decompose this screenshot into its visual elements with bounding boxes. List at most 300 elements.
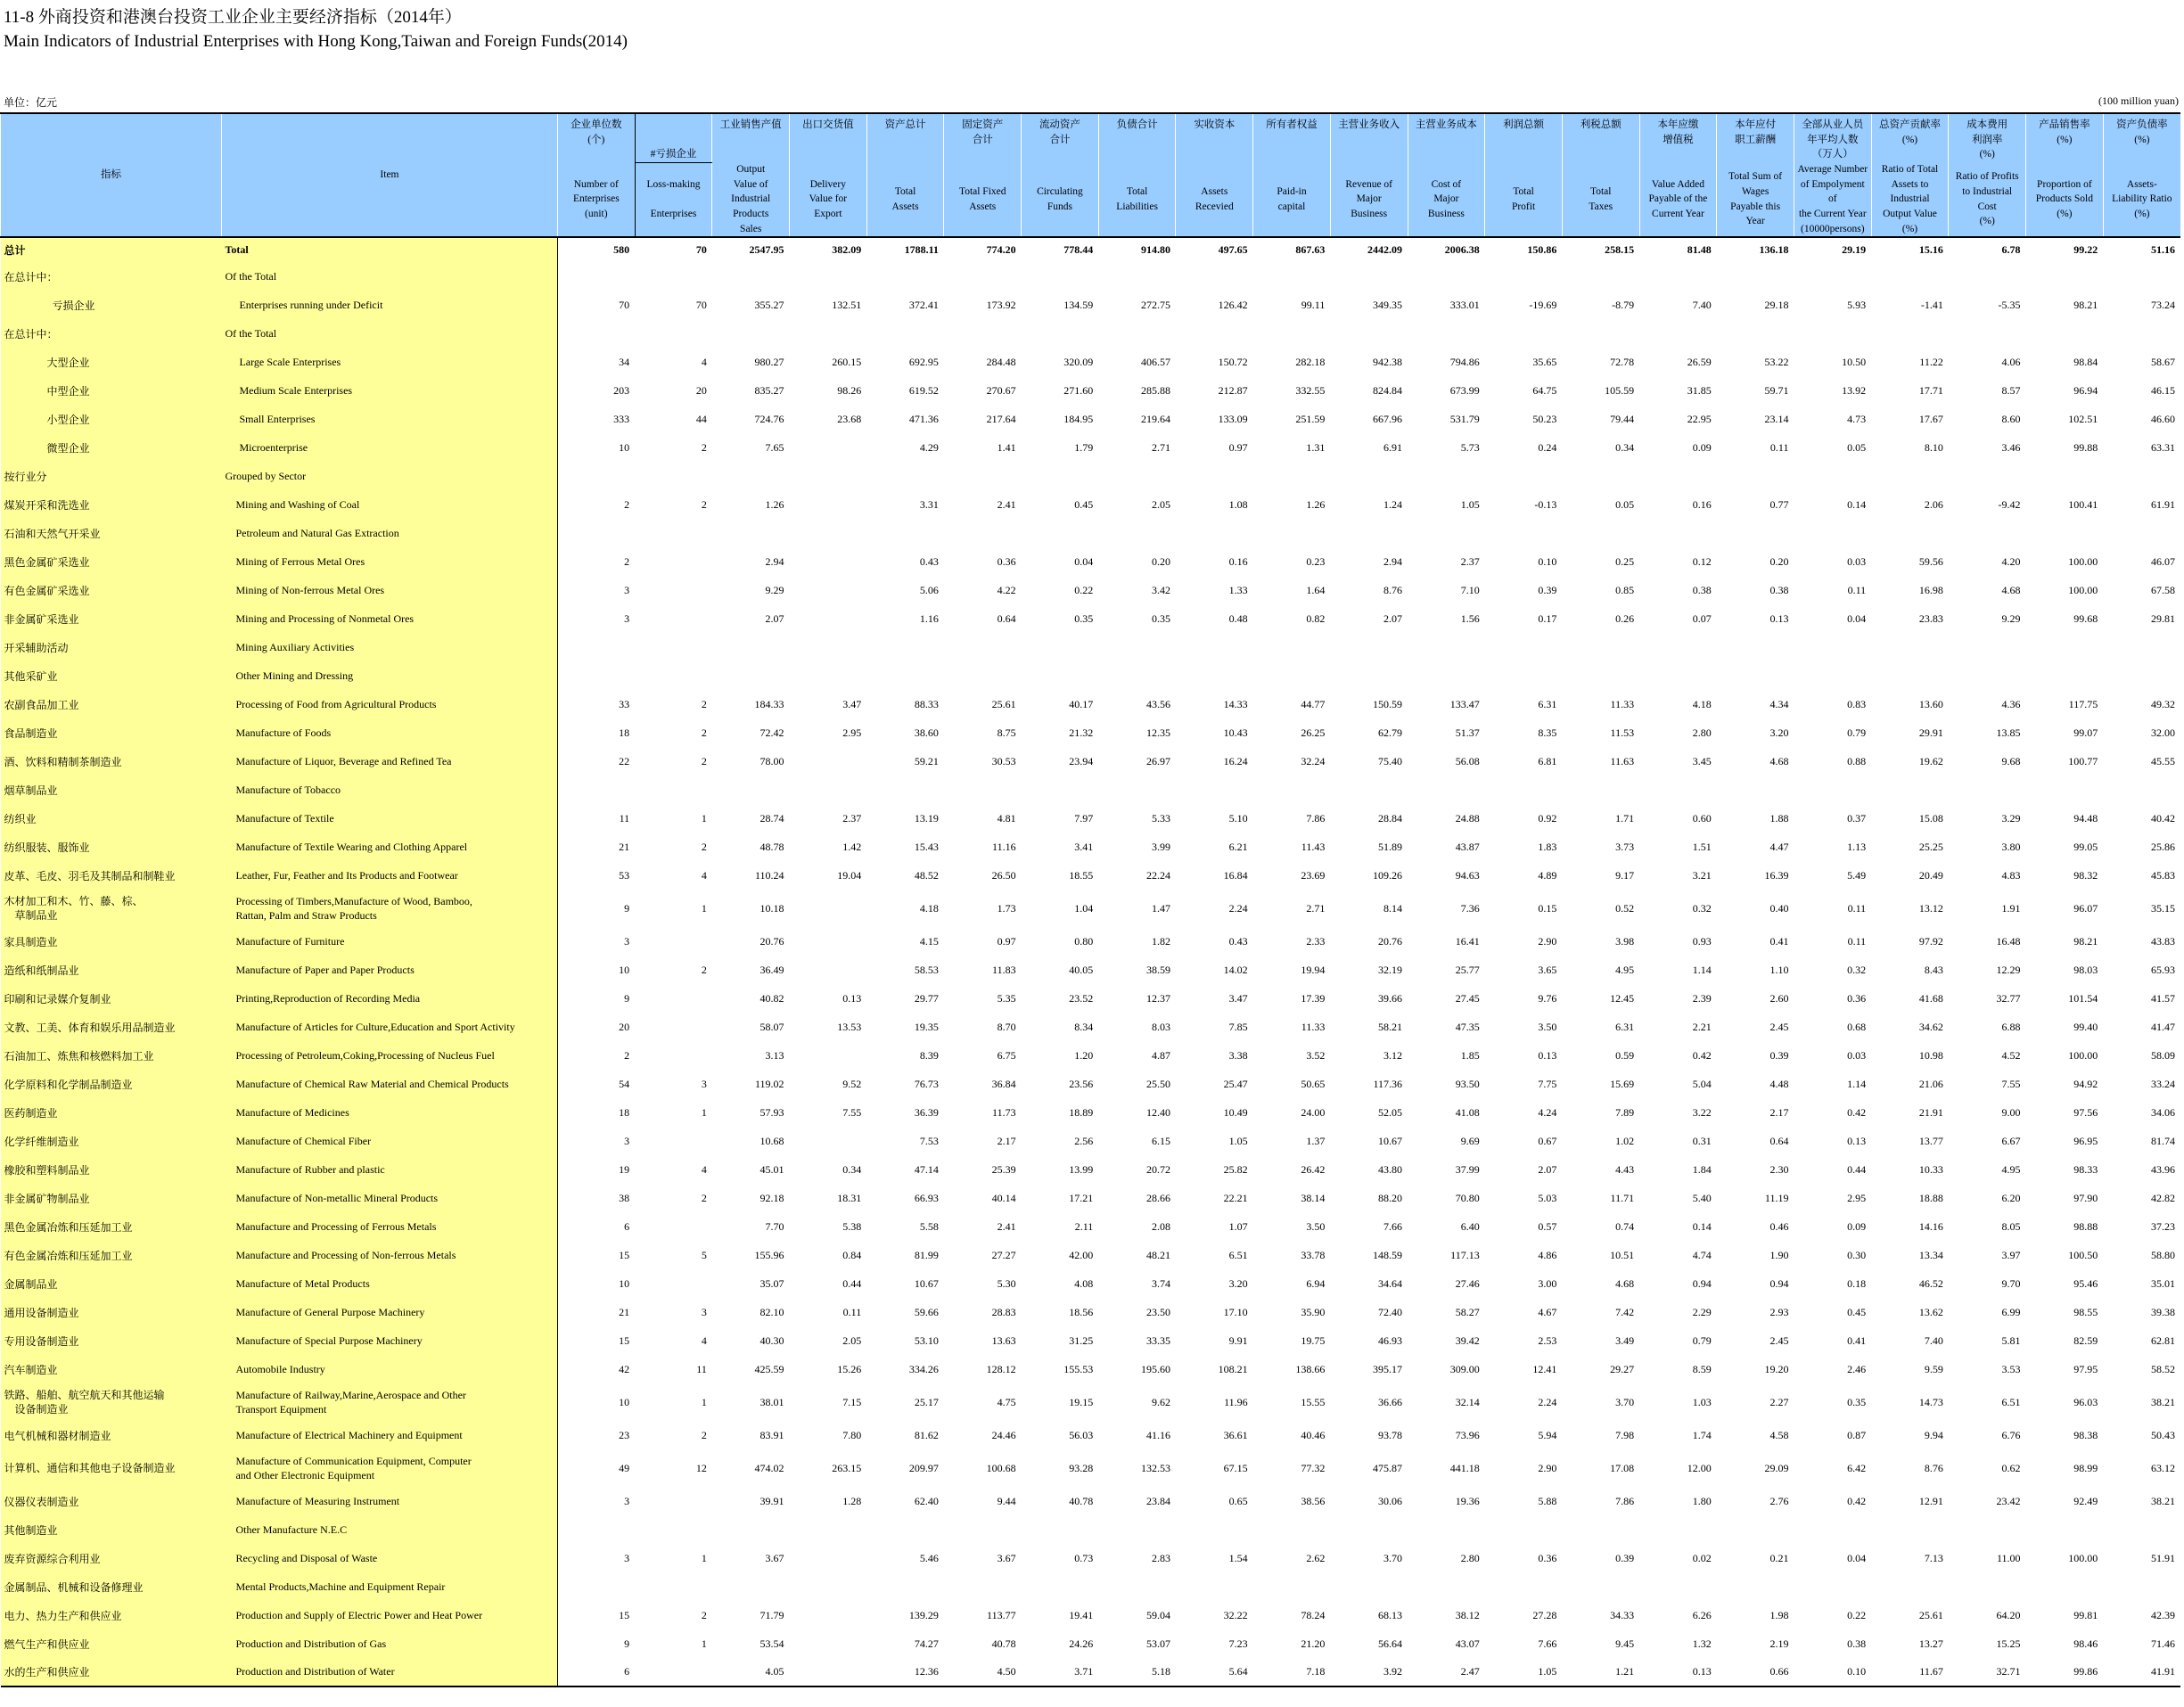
table-cell: 7.86 (1306, 811, 1326, 825)
table-cell: 38.59 (1145, 963, 1170, 976)
table-cell: 0.66 (1717, 1658, 1794, 1686)
row-label-zh (1, 1449, 222, 1487)
table-cell (1330, 661, 1408, 690)
table-cell: 100.00 (2068, 1048, 2098, 1062)
table-cell: 35.15 (2151, 901, 2175, 915)
table-cell (1485, 1515, 1563, 1544)
table-cell: 73.96 (1455, 1428, 1480, 1441)
table-cell: 77.32 (1301, 1461, 1326, 1474)
page-title-en: Main Indicators of Industrial Enterprises with Hong Kong,Taiwan and Foreign Funds(2014) (4, 32, 628, 51)
table-cell: 13.63 (991, 1334, 1016, 1347)
table-cell: 778.44 (1063, 243, 1094, 257)
table-cell (1794, 519, 1871, 547)
row-label-zh (1, 262, 222, 291)
header-col-zh: 本年应付 职工薪酬 (1717, 113, 1794, 162)
row-label-zh-text: 家具制造业 (4, 935, 58, 948)
table-cell: 6.31 (1615, 1020, 1635, 1033)
table-cell: -8.79 (1612, 298, 1635, 311)
table-cell: 272.75 (1140, 298, 1170, 311)
row-label-zh (1, 1212, 222, 1241)
table-cell: 2.46 (1847, 1362, 1867, 1375)
table-cell: 0.10 (1794, 1658, 1871, 1686)
table-row (1, 1658, 2181, 1686)
table-cell: 50.65 (1301, 1077, 1326, 1090)
table-cell: 93.28 (1069, 1461, 1094, 1474)
table-row (1, 1269, 2181, 1298)
table-cell: 7.98 (1615, 1428, 1635, 1441)
table-cell: 21.06 (1918, 1077, 1943, 1090)
table-cell: 15.16 (1918, 243, 1943, 257)
table-cell: 138.66 (1295, 1362, 1326, 1375)
table-cell: 19 (619, 1162, 630, 1176)
table-cell: 48.52 (914, 868, 939, 882)
table-cell: 7.10 (1460, 583, 1480, 596)
row-label-en (221, 1298, 557, 1326)
table-cell: 10 (619, 1395, 630, 1408)
table-cell: 98.99 (2073, 1461, 2098, 1474)
table-cell (790, 1041, 867, 1070)
row-label-zh-text: 橡胶和塑料制品业 (4, 1163, 90, 1177)
table-cell: 15.69 (1610, 1077, 1635, 1090)
table-cell: 0.80 (1074, 934, 1094, 948)
table-cell (1639, 262, 1717, 291)
table-cell: -1.41 (1920, 298, 1943, 311)
table-cell: 49.32 (2151, 697, 2175, 710)
table-cell: 134.59 (1063, 298, 1094, 311)
table-cell: 148.59 (1373, 1248, 1403, 1261)
table-cell: 7.80 (842, 1428, 862, 1441)
table-cell: 139.29 (908, 1608, 939, 1621)
table-cell: 71.46 (2151, 1637, 2175, 1650)
table-cell: 14.16 (1918, 1219, 1943, 1233)
table-cell: 98.26 (837, 383, 862, 397)
table-cell (712, 262, 790, 291)
table-cell (944, 519, 1022, 547)
table-cell: 9.70 (2001, 1276, 2021, 1290)
row-label-en (221, 1098, 557, 1127)
table-cell: 32.22 (1223, 1608, 1248, 1621)
table-cell: 7.42 (1615, 1305, 1635, 1318)
table-cell (1871, 262, 1949, 291)
table-cell: 109.26 (1373, 868, 1403, 882)
table-cell: 83.91 (759, 1428, 784, 1441)
row-label-en-text: Of the Total (225, 269, 277, 283)
table-cell: 2 (624, 554, 630, 568)
table-cell (1022, 262, 1099, 291)
table-cell: 7.23 (1228, 1637, 1248, 1650)
row-label-en-text: Processing of Timbers,Manufacture of Wood, Bamboo, Rattan, Palm and Straw Products (235, 895, 472, 923)
table-cell: 11.67 (1871, 1658, 1949, 1686)
table-cell: 3.67 (997, 1551, 1016, 1564)
row-label-zh (1, 490, 222, 519)
table-cell: 53.54 (759, 1637, 784, 1650)
row-label-zh (1, 291, 222, 319)
table-cell: 23.94 (1069, 754, 1094, 767)
table-cell: 2.05 (1151, 497, 1170, 511)
table-cell: 0.13 (1639, 1658, 1717, 1686)
table-cell: 667.96 (1373, 412, 1403, 425)
row-label-zh (1, 1155, 222, 1184)
table-cell: 10.33 (1918, 1162, 1943, 1176)
table-cell (1794, 462, 1871, 490)
table-cell: 78.24 (1301, 1608, 1326, 1621)
table-cell: 47.14 (914, 1162, 939, 1176)
row-label-zh-text: 造纸和纸制品业 (4, 964, 79, 977)
table-cell: 1.31 (1306, 440, 1326, 454)
table-cell (1176, 262, 1253, 291)
table-cell: 58.52 (2151, 1362, 2175, 1375)
table-cell: 40.46 (1301, 1428, 1326, 1441)
table-cell: 3.65 (1538, 963, 1557, 976)
table-cell: 3.50 (1306, 1219, 1326, 1233)
table-cell: 0.20 (1769, 554, 1789, 568)
table-cell: 0.64 (997, 611, 1016, 625)
table-cell: 1.51 (1692, 840, 1712, 853)
table-cell: 1.05 (1485, 1658, 1563, 1686)
header-col-en: Total Profit (1485, 162, 1563, 237)
table-cell: 1.04 (1074, 901, 1094, 915)
table-cell: 7.53 (919, 1134, 939, 1147)
table-cell: 0.20 (1151, 554, 1170, 568)
table-cell: 425.59 (754, 1362, 784, 1375)
table-cell: 3 (624, 611, 630, 625)
table-cell: 25.82 (1223, 1162, 1248, 1176)
table-cell: 64.75 (1532, 383, 1557, 397)
table-cell: 23.14 (1764, 412, 1789, 425)
table-cell (2026, 262, 2104, 291)
table-cell: 53.22 (1764, 355, 1789, 368)
table-cell: 21 (619, 840, 630, 853)
table-cell: 6.40 (1460, 1219, 1480, 1233)
table-cell: 22.95 (1687, 412, 1712, 425)
table-cell: 99.05 (2073, 840, 2098, 853)
table-cell: 110.24 (754, 868, 784, 882)
table-cell: 7.15 (842, 1395, 862, 1408)
table-cell: 19.04 (837, 868, 862, 882)
table-cell: 0.13 (1847, 1134, 1867, 1147)
table-cell: 2547.95 (749, 243, 784, 257)
table-cell: 9.69 (1460, 1134, 1480, 1147)
table-cell: 67.58 (2151, 583, 2175, 596)
table-cell: 0.32 (1692, 901, 1712, 915)
table-cell: 78.00 (759, 754, 784, 767)
row-label-zh (1, 1515, 222, 1544)
table-cell (2103, 519, 2180, 547)
table-cell: 100.50 (2068, 1248, 2098, 1261)
table-cell: 0.26 (1615, 611, 1635, 625)
table-cell: 40.05 (1069, 963, 1094, 976)
table-cell: 4.86 (1538, 1248, 1557, 1261)
table-cell: 98.84 (2073, 355, 2098, 368)
table-cell: 12.91 (1918, 1494, 1943, 1507)
row-label-en (221, 433, 557, 462)
table-cell (635, 1013, 712, 1041)
row-label-en (221, 1355, 557, 1383)
row-label-zh (1, 718, 222, 747)
row-label-zh-text: 印刷和记录媒介复制业 (4, 992, 111, 1005)
table-cell: 3.73 (1615, 840, 1635, 853)
table-cell: 98.32 (2073, 868, 2098, 882)
header-col-zh: 成本费用 利润率 (%) (1949, 113, 2026, 162)
table-cell: 7.70 (765, 1219, 784, 1233)
table-cell: 100.77 (2068, 754, 2098, 767)
table-cell: 63.31 (2151, 440, 2175, 454)
table-cell (2026, 1515, 2104, 1544)
table-cell: 4 (701, 1162, 707, 1176)
table-cell (1176, 661, 1253, 690)
row-label-en (221, 490, 557, 519)
table-cell: 3 (701, 1305, 707, 1318)
table-cell: 3.70 (1615, 1395, 1635, 1408)
table-cell: 41.57 (2151, 991, 2175, 1005)
table-cell: 10 (619, 963, 630, 976)
table-cell: 3.29 (2001, 811, 2021, 825)
table-cell: 48.78 (759, 840, 784, 853)
table-cell (1949, 661, 2026, 690)
table-cell: 43.80 (1378, 1162, 1403, 1176)
table-cell: 0.57 (1538, 1219, 1557, 1233)
header-col-en: Cost of Major Business (1408, 162, 1485, 237)
header-col-en: Ratio of Profits to Industrial Cost (%) (1949, 162, 2026, 237)
table-cell (1949, 262, 2026, 291)
table-cell: 19.35 (914, 1020, 939, 1033)
table-cell: 16.84 (1223, 868, 1248, 882)
table-cell: 0.10 (1538, 554, 1557, 568)
table-cell: 24.26 (1069, 1637, 1094, 1650)
table-cell (866, 462, 944, 490)
table-cell (1408, 661, 1485, 690)
table-row (1, 804, 2181, 833)
table-cell (1949, 519, 2026, 547)
table-cell (712, 319, 790, 348)
table-cell: 11.53 (1610, 726, 1635, 739)
table-cell (1949, 462, 2026, 490)
table-cell: 0.03 (1847, 1048, 1867, 1062)
table-cell: 7.55 (842, 1105, 862, 1119)
table-cell: 22.21 (1223, 1191, 1248, 1204)
table-cell: 4 (701, 1334, 707, 1347)
table-cell (1330, 1515, 1408, 1544)
table-cell: 7.36 (1460, 901, 1480, 915)
table-cell (866, 519, 944, 547)
table-cell: 88.20 (1378, 1191, 1403, 1204)
table-cell: 4.48 (1769, 1077, 1789, 1090)
table-cell: 0.59 (1615, 1048, 1635, 1062)
table-cell: 18.56 (1069, 1305, 1094, 1318)
table-cell: 97.90 (2073, 1191, 2098, 1204)
table-cell (790, 776, 867, 804)
table-cell: 34.64 (1378, 1276, 1403, 1290)
table-cell: 15.08 (1918, 811, 1943, 825)
row-label-zh-text: 电力、热力生产和供应业 (4, 1609, 122, 1622)
table-cell: 5 (701, 1248, 707, 1261)
table-cell: 20.49 (1918, 868, 1943, 882)
row-label-en-text: Other Manufacture N.E.C (235, 1522, 348, 1536)
row-label-en (221, 1041, 557, 1070)
header-col-zh: 总资产贡献率 (%) (1871, 113, 1949, 162)
table-cell: 26.25 (1301, 726, 1326, 739)
table-cell: 0.07 (1692, 611, 1712, 625)
table-cell: 3 (624, 1551, 630, 1564)
table-cell: 5.58 (919, 1219, 939, 1233)
table-cell: 5.33 (1151, 811, 1170, 825)
row-label-zh (1, 405, 222, 433)
table-cell (944, 633, 1022, 661)
table-cell: 2.07 (765, 611, 784, 625)
table-cell: 70.80 (1455, 1191, 1480, 1204)
row-label-en (221, 1421, 557, 1449)
table-cell: 217.64 (986, 412, 1016, 425)
table-cell: 10.43 (1223, 726, 1248, 739)
table-cell (1717, 633, 1794, 661)
table-cell: 2.94 (765, 554, 784, 568)
table-cell: 53.10 (914, 1334, 939, 1347)
table-cell: 88.33 (914, 697, 939, 710)
table-cell: 75.40 (1378, 754, 1403, 767)
table-cell: 10 (619, 440, 630, 454)
header-col-zh: 资产负债率 (%) (2103, 113, 2180, 162)
row-label-zh (1, 519, 222, 547)
table-cell: 59.56 (1918, 554, 1943, 568)
table-cell: 0.35 (1074, 611, 1094, 625)
table-cell: 2.24 (1538, 1395, 1557, 1408)
table-cell: 2.90 (1538, 1461, 1557, 1474)
table-cell: 0.52 (1615, 901, 1635, 915)
table-cell: 58.27 (1455, 1305, 1480, 1318)
row-label-en (221, 1658, 557, 1686)
table-cell: 1.08 (1228, 497, 1248, 511)
table-cell: 219.64 (1140, 412, 1170, 425)
header-col-en: Revenue of Major Business (1330, 162, 1408, 237)
table-cell (1639, 319, 1717, 348)
table-row (1, 405, 2181, 433)
table-cell: 0.22 (1074, 583, 1094, 596)
table-cell: 13.60 (1918, 697, 1943, 710)
row-label-zh-text: 化学纤维制造业 (4, 1135, 79, 1148)
table-cell: 2 (701, 1191, 707, 1204)
table-cell: 2.80 (1460, 1551, 1480, 1564)
table-cell: 0.85 (1615, 583, 1635, 596)
table-cell: 40.78 (1069, 1494, 1094, 1507)
table-cell: 0.97 (1228, 440, 1248, 454)
table-cell: 3.00 (1538, 1276, 1557, 1290)
row-label-zh-text: 皮革、毛皮、羽毛及其制品和制鞋业 (4, 869, 176, 882)
row-label-zh-text: 金属制品、机械和设备修理业 (4, 1580, 144, 1594)
table-cell: 3 (701, 1077, 707, 1090)
table-cell: 3.38 (1228, 1048, 1248, 1062)
table-cell: 1.73 (997, 901, 1016, 915)
table-cell: 101.54 (2068, 991, 2098, 1005)
table-cell: 1.20 (1074, 1048, 1094, 1062)
table-cell: 29.19 (1842, 243, 1867, 257)
table-cell: 34.06 (2151, 1105, 2175, 1119)
table-cell: 47.35 (1455, 1020, 1480, 1033)
table-cell: 0.13 (1769, 611, 1789, 625)
table-cell: 6.99 (2001, 1305, 2021, 1318)
table-cell: 2.90 (1538, 934, 1557, 948)
row-label-en-text: Medium Scale Enterprises (239, 383, 353, 397)
table-cell: 38.21 (2151, 1395, 2175, 1408)
table-cell: 11.43 (1301, 840, 1326, 853)
table-cell: 50.23 (1532, 412, 1557, 425)
table-cell (1098, 776, 1176, 804)
table-row (1, 1515, 2181, 1544)
header-col-zh: 全部从业人员 年平均人数 （万人） (1794, 113, 1871, 162)
table-cell (2026, 661, 2104, 690)
table-cell: 17.08 (1610, 1461, 1635, 1474)
table-cell: 2.21 (1692, 1020, 1712, 1033)
table-cell: 99.86 (2026, 1658, 2104, 1686)
table-cell: 22 (619, 754, 630, 767)
table-cell: 1 (701, 1105, 707, 1119)
table-cell: 1.05 (1228, 1134, 1248, 1147)
table-cell: 18 (619, 726, 630, 739)
row-label-zh (1, 348, 222, 376)
table-cell: 35.01 (2151, 1276, 2175, 1290)
table-row (1, 927, 2181, 956)
table-cell: 794.86 (1449, 355, 1480, 368)
table-cell (635, 927, 712, 956)
table-cell: 37.99 (1455, 1162, 1480, 1176)
table-cell: 0.94 (1692, 1276, 1712, 1290)
row-label-zh (1, 1572, 222, 1601)
table-cell: 35.65 (1532, 355, 1557, 368)
table-cell: 4.24 (1538, 1105, 1557, 1119)
table-cell: 0.97 (997, 934, 1016, 948)
row-label-en (221, 1013, 557, 1041)
table-cell: 10.68 (759, 1134, 784, 1147)
table-cell: 52.05 (1378, 1105, 1403, 1119)
row-label-zh (1, 890, 222, 927)
row-label-zh-text: 微型企业 (46, 441, 90, 455)
table-cell: 59.66 (914, 1305, 939, 1318)
table-cell (1871, 519, 1949, 547)
table-row (1, 747, 2181, 776)
table-cell (1253, 519, 1331, 547)
table-cell (1949, 1572, 2026, 1601)
table-cell: 0.03 (1847, 554, 1867, 568)
table-cell: 15 (619, 1248, 630, 1261)
table-row (1, 433, 2181, 462)
header-col-en: Delivery Value for Export (790, 162, 867, 237)
table-cell (2026, 633, 2104, 661)
table-cell (1717, 262, 1794, 291)
table-cell: 2.33 (1306, 934, 1326, 948)
table-cell: 29.09 (1764, 1461, 1789, 1474)
table-cell: 0.11 (1847, 583, 1867, 596)
table-cell: 0.77 (1769, 497, 1789, 511)
header-col-zh: 流动资产 合计 (1022, 113, 1099, 162)
table-cell: 0.36 (997, 554, 1016, 568)
header-col-en: Total Fixed Assets (944, 162, 1022, 237)
row-label-zh (1, 1487, 222, 1515)
table-cell: 24.46 (991, 1428, 1016, 1441)
table-cell: -9.42 (1998, 497, 2021, 511)
table-cell (712, 519, 790, 547)
header-col-zh: 所有者权益 (1253, 113, 1331, 162)
row-label-en (221, 1241, 557, 1269)
row-label-en-text: Mental Products,Machine and Equipment Repair (235, 1580, 446, 1593)
row-label-zh (1, 547, 222, 576)
table-cell: 1.84 (1692, 1162, 1712, 1176)
table-cell: 81.48 (1687, 243, 1712, 257)
table-cell: 1.21 (1562, 1658, 1639, 1686)
table-cell: 33.78 (1301, 1248, 1326, 1261)
row-label-en (221, 291, 557, 319)
header-col-zh: 固定资产 合计 (944, 113, 1022, 162)
table-cell: 6.94 (1306, 1276, 1326, 1290)
row-label-zh (1, 1184, 222, 1212)
